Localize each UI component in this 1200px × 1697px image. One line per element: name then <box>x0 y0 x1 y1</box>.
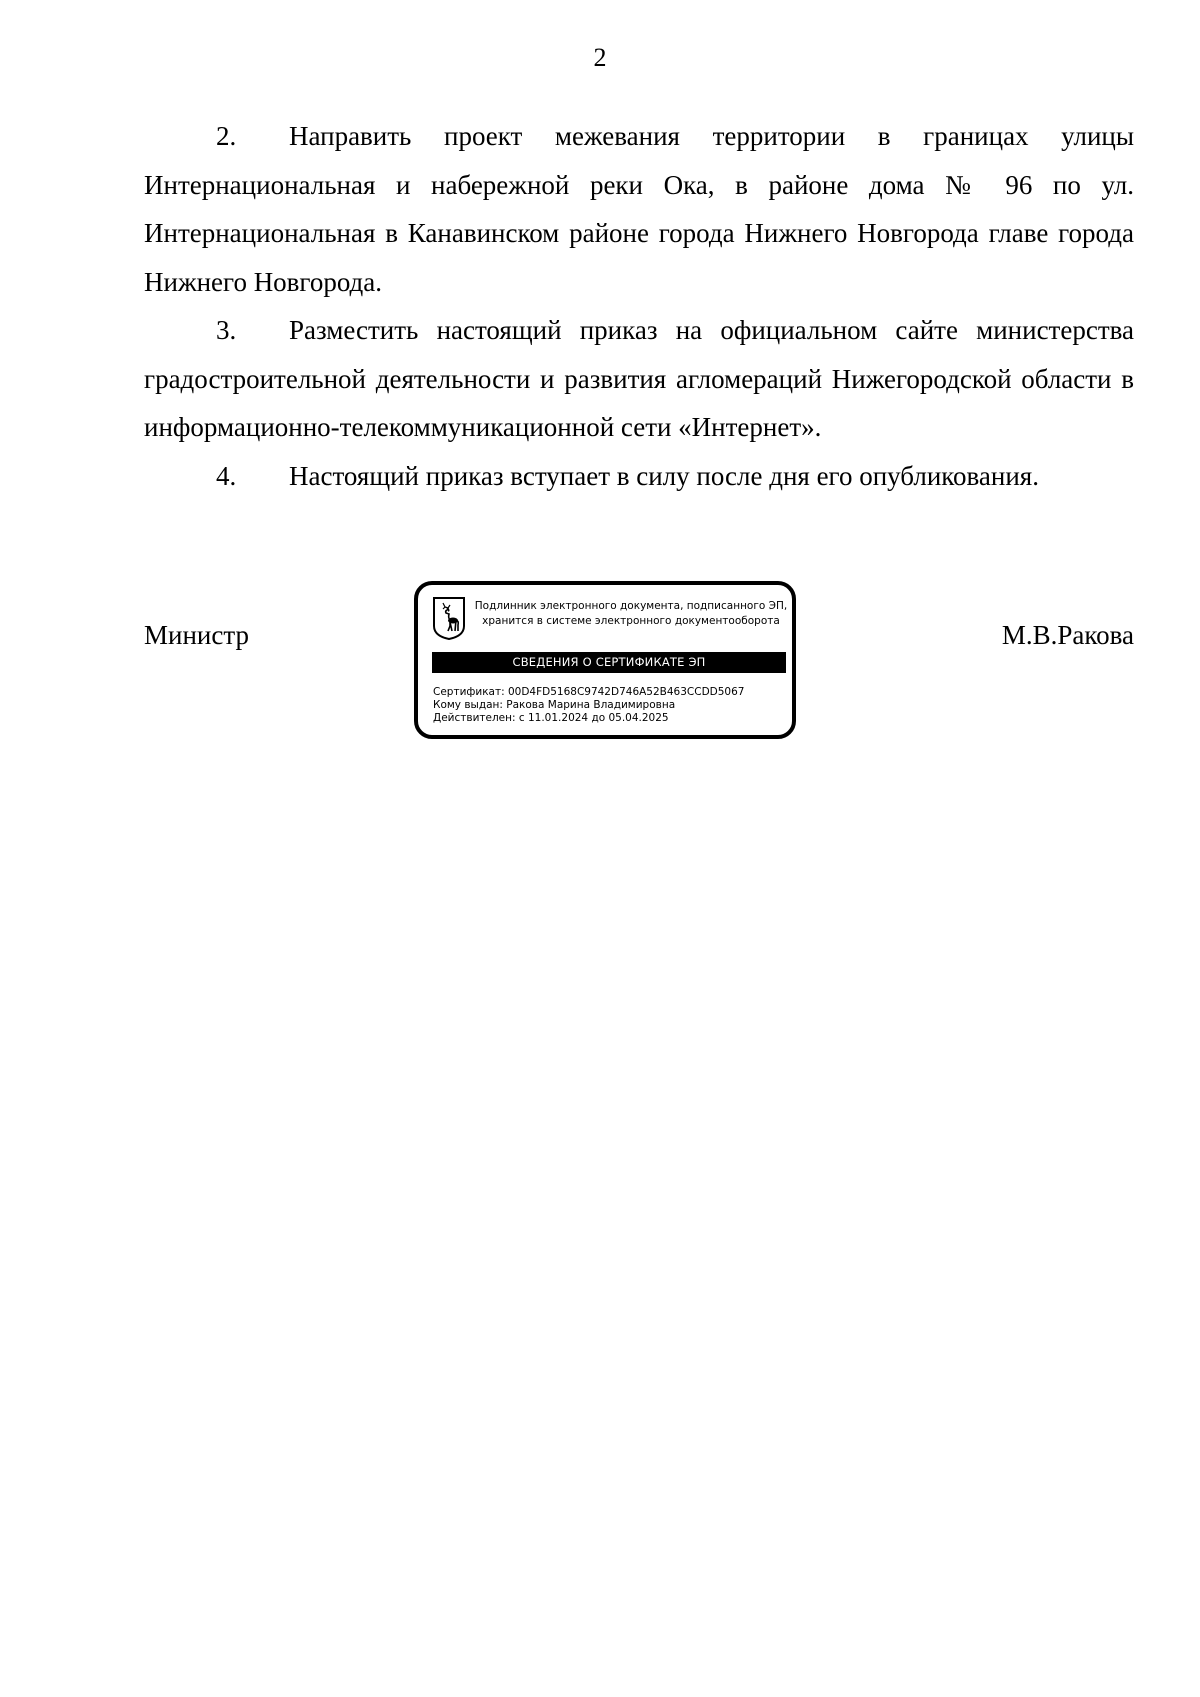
certificate-number: Сертификат: 00D4FD5168C9742D746A52B463CCDD5067 <box>433 686 745 698</box>
electronic-signature-stamp <box>414 581 796 739</box>
paragraph-number: 4. <box>216 460 237 491</box>
stamp-note-line: хранится в системе электронного документооборота <box>482 615 780 627</box>
paragraph-item-3 <box>144 306 1134 452</box>
certificate-header: СВЕДЕНИЯ О СЕРТИФИКАТЕ ЭП <box>432 652 786 673</box>
paragraph-item-2 <box>144 112 1134 306</box>
certificate-details <box>433 686 789 725</box>
paragraph-text: Настоящий приказ вступает в силу после дня его опубликования. <box>289 460 1039 491</box>
paragraph-text: Направить проект межевания территории в границах улицы Интернациональная и набережной реки Ока, в районе дома № 96 по ул. Интернациональная в Канавинском районе города Нижнего Новгорода главе города Нижнего Новгорода. <box>144 121 1134 297</box>
signatory-title: Министр <box>144 620 249 650</box>
certificate-validity: Действителен: с 11.01.2024 до 05.04.2025 <box>433 712 669 724</box>
paragraph-item-4 <box>144 452 1134 501</box>
stamp-note <box>470 599 792 629</box>
stamp-note-line: Подлинник электронного документа, подписанного ЭП, <box>474 600 788 612</box>
paragraph-number: 2. <box>216 121 237 151</box>
page-number: 2 <box>593 43 607 72</box>
certificate-owner: Кому выдан: Ракова Марина Владимировна <box>433 699 676 711</box>
document-body <box>144 112 1134 500</box>
paragraph-number: 3. <box>216 315 237 345</box>
deer-emblem-icon <box>432 596 466 641</box>
signatory-name: М.В.Ракова <box>1001 620 1134 650</box>
paragraph-text: Разместить настоящий приказ на официальном сайте министерства градостроительной деятельности и развития агломераций Нижегородской области в информационно-телекоммуникационной сети «Интернет». <box>144 315 1134 442</box>
